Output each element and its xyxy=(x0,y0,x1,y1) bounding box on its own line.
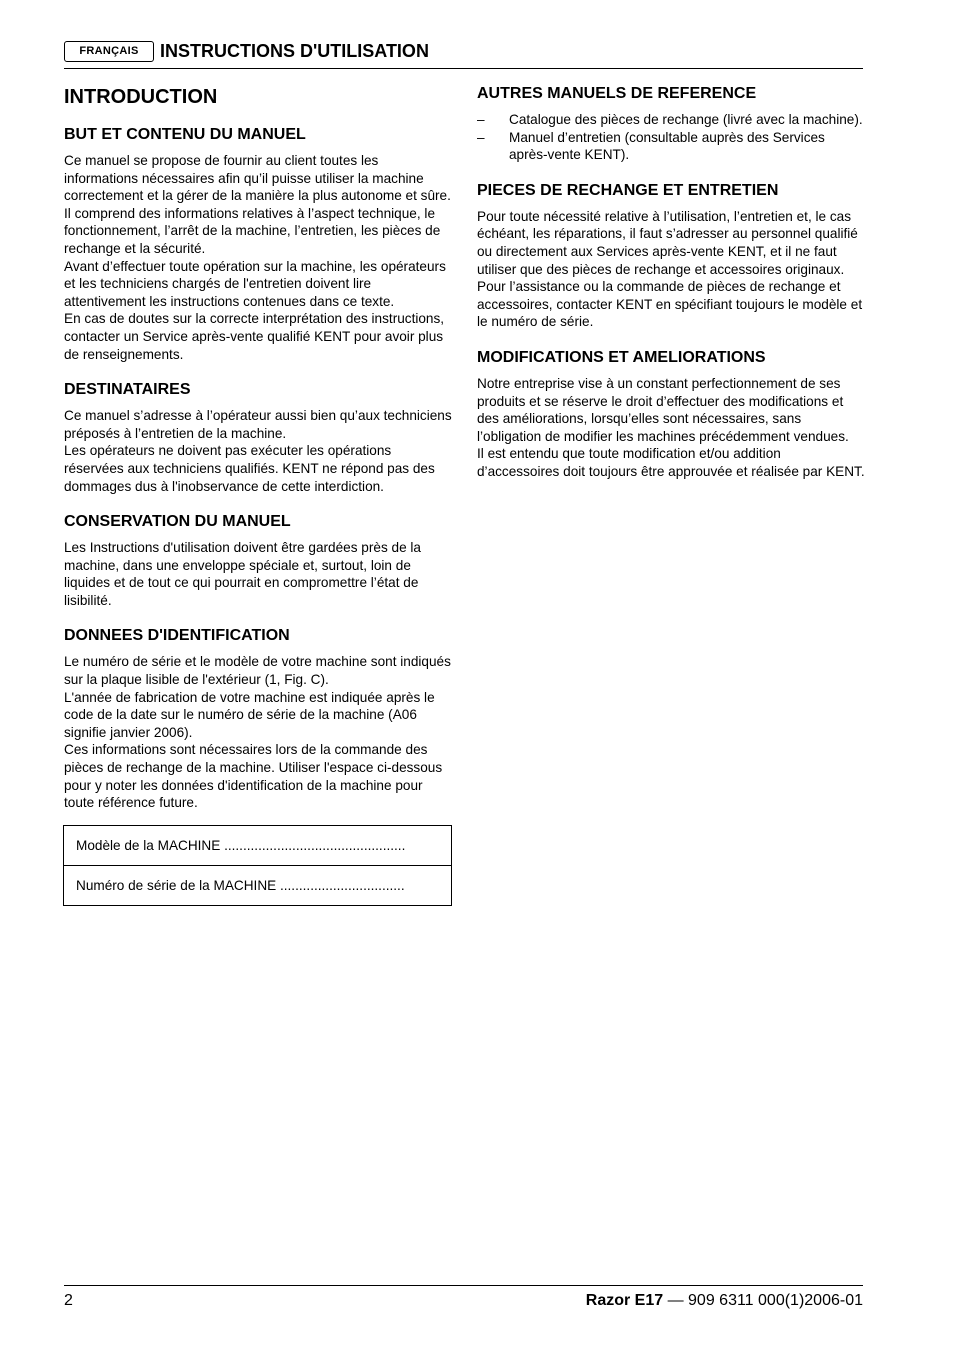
list-item xyxy=(477,111,865,129)
document-code: — 909 6311 000(1)2006-01 xyxy=(663,1292,863,1309)
paragraph: Ce manuel s’adresse à l’opérateur aussi bien qu’aux techniciens préposés à l’entretien de la machine. xyxy=(64,408,452,441)
list-item-text: Manuel d’entretien (consultable auprès des Services après-vente KENT). xyxy=(509,129,825,163)
section-modifications xyxy=(477,348,865,481)
header-title: INSTRUCTIONS D'UTILISATION xyxy=(160,41,429,61)
section-heading: DESTINATAIRES xyxy=(64,381,191,399)
section-conservation xyxy=(64,512,452,609)
paragraph: Pour toute nécessité relative à l’utilisation, l’entretien et, le cas échéant, les réparations, il faut s’adresser au personnel qualifié ou directement aux Services après-vente KENT, et il ne faut utiliser que des pièces de rechange et accessoires originaux. xyxy=(477,208,858,277)
paragraph: Avant d’effectuer toute opération sur la machine, les opérateurs et les techniciens chargés de l'entretien doivent lire attentivement les instructions contenues dans ce texte. xyxy=(64,258,446,309)
section-heading: PIECES DE RECHANGE ET ENTRETIEN xyxy=(477,181,779,199)
left-column xyxy=(64,84,452,829)
document-reference xyxy=(586,1291,863,1311)
right-column xyxy=(477,84,865,498)
model-name: Razor E17 xyxy=(585,1292,664,1309)
paragraph: Les Instructions d'utilisation doivent être gardées près de la machine, dans une enveloppe spéciale et, surtout, loin de liquides et de tout ce qui pourrait en compromettre l’état de lisibilité. xyxy=(64,540,421,608)
section-autres-manuels xyxy=(477,84,865,164)
section-destinataires xyxy=(64,380,452,495)
section-heading: CONSERVATION DU MANUEL xyxy=(64,513,291,531)
section-pieces-rechange xyxy=(477,181,865,331)
paragraph: L'année de fabrication de votre machine est indiquée après le code de la date sur le numéro de série de la machine (A06 signifie janvier 2006). xyxy=(64,689,435,740)
language-badge: FRANÇAIS xyxy=(64,41,154,62)
paragraph: Les opérateurs ne doivent pas exécuter les opérations réservées aux techniciens qualifiés. KENT ne répond pas des dommages dus à l'inobservance de cette interdiction. xyxy=(64,443,435,494)
paragraph: Ce manuel se propose de fournir au client toutes les informations nécessaires afin qu’il puisse utiliser la machine correctement et la gérer de la manière la plus autonome et sûre. Il comprend des informations relatives à l’aspect technique, le fonctionnement, l’arrêt de la machine, l’entretien, les pièces de rechange et la sécurité. xyxy=(64,153,451,256)
section-heading: DONNEES D'IDENTIFICATION xyxy=(64,627,290,645)
section-heading: BUT ET CONTENU DU MANUEL xyxy=(64,126,306,143)
paragraph: Ces informations sont nécessaires lors de la commande des pièces de rechange de la machine. Utiliser l'espace ci-dessous pour y noter les données d'identification de la machine pour toute référence future. xyxy=(64,742,443,811)
list-item-text: Catalogue des pièces de rechange (livré avec la machine). xyxy=(509,112,863,127)
manuals-list xyxy=(477,111,865,164)
page-footer xyxy=(64,1285,863,1316)
section-heading: AUTRES MANUELS DE REFERENCE xyxy=(477,85,757,102)
page-header xyxy=(64,40,863,69)
paragraph: Pour l’assistance ou la commande de pièces de rechange et accessoires, contacter KENT en spécifiant toujours le modèle et le numéro de série. xyxy=(477,279,863,330)
dash-bullet-icon: – xyxy=(477,129,485,145)
section-but-contenu xyxy=(64,125,452,363)
section-identification xyxy=(64,626,452,811)
page-number: 2 xyxy=(64,1292,73,1309)
section-heading: MODIFICATIONS ET AMELIORATIONS xyxy=(477,348,766,366)
paragraph: En cas de doutes sur la correcte interprétation des instructions, contacter un Service après-vente qualifié KENT pour avoir plus de renseignements. xyxy=(64,311,445,362)
dash-bullet-icon: – xyxy=(477,112,485,127)
paragraph: Il est entendu que toute modification et/ou addition d’accessoires doit toujours être approuvée et réalisée par KENT. xyxy=(477,446,865,479)
machine-model-field: Modèle de la MACHINE ................................................ xyxy=(76,838,406,853)
list-item xyxy=(477,129,865,164)
page-title: INTRODUCTION xyxy=(64,86,218,108)
paragraph: Le numéro de série et le modèle de votre machine sont indiqués sur la plaque lisible de l'extérieur (1, Fig. C). xyxy=(64,654,451,688)
machine-serial-field: Numéro de série de la MACHINE ................................. xyxy=(64,865,451,905)
paragraph: Notre entreprise vise à un constant perfectionnement de ses produits et se réserve le droit d’effectuer des modifications et des améliorations, lorsqu’elles sont nécessaires, sans l’obligation de modifier les machines précédemment vendues. xyxy=(477,375,849,444)
identification-box xyxy=(63,825,452,906)
